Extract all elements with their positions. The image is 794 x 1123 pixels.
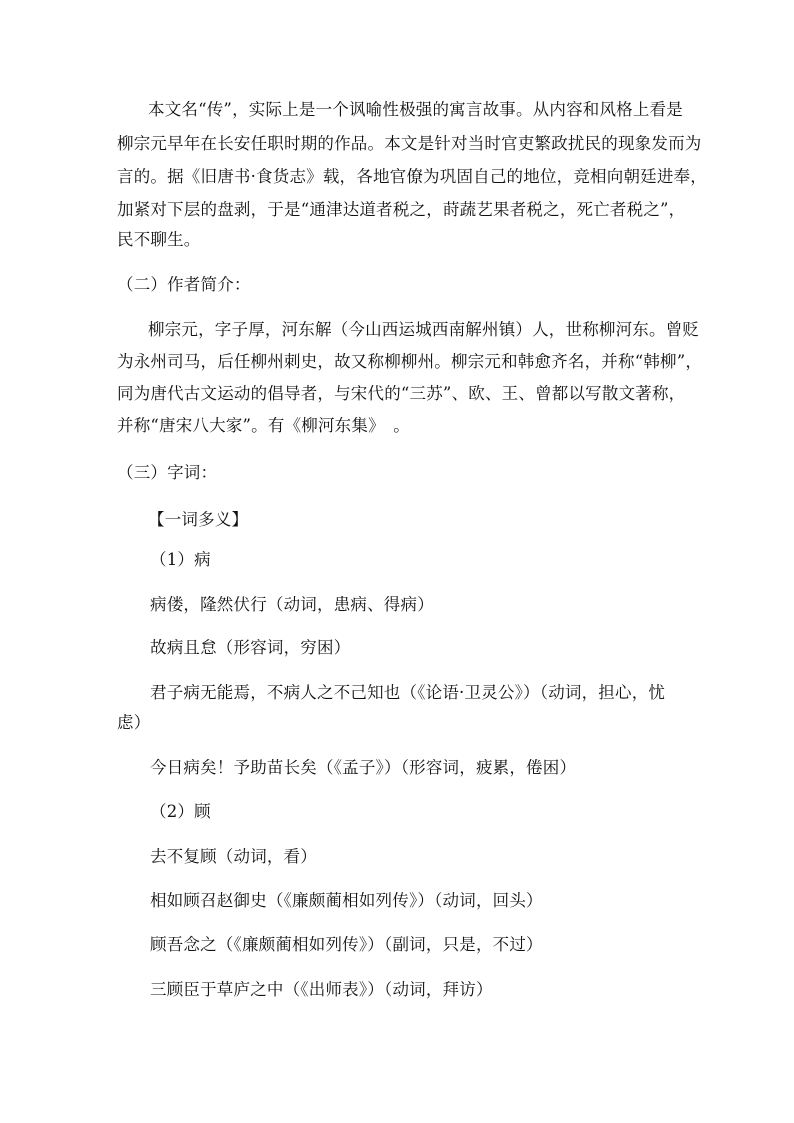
word-bing-example-1: 病偻，隆然伏行（动词，患病、得病）	[150, 595, 434, 614]
vocab-title: 【一词多义】	[148, 510, 249, 529]
section-heading-vocab: （三）字词：	[117, 463, 218, 482]
word-bing-example-2: 故病且怠（形容词，穷困）	[150, 638, 351, 657]
author-line-2: 为永州司马，后任柳州刺史，故又称柳柳州。柳宗元和韩愈齐名，并称“韩柳”，	[117, 352, 703, 371]
word-label-gu: （2）顾	[150, 802, 211, 821]
author-line-3: 同为唐代古文运动的倡导者，与宋代的“三苏”、欧、王、曾都以写散文著称，	[117, 384, 686, 403]
word-gu-example-2: 相如顾召赵御史（《廉颇蔺相如列传》）（动词，回头）	[150, 891, 543, 910]
author-line-4: 并称“唐宋八大家”。有《柳河东集》 。	[117, 416, 410, 435]
intro-line-1: 本文名“传”，实际上是一个讽喻性极强的寓言故事。从内容和风格上看是	[148, 100, 683, 119]
word-bing-example-4: 今日病矣！予助苗长矣（《孟子》）（形容词，疲累，倦困）	[150, 758, 577, 777]
intro-line-3: 言的。据《旧唐书·食货志》载，各地官僚为巩固自己的地位，竞相向朝廷进奉，	[117, 167, 707, 186]
word-gu-example-4: 三顾臣于草庐之中（《出师表》）（动词，拜访）	[150, 980, 493, 999]
word-bing-example-3-cont: 虑）	[117, 713, 151, 732]
word-label-bing: （1）病	[150, 550, 211, 569]
word-gu-example-1: 去不复顾（动词，看）	[150, 847, 317, 866]
intro-line-5: 民不聊生。	[117, 230, 201, 249]
author-line-1: 柳宗元，字子厚，河东解（今山西运城西南解州镇）人，世称柳河东。曾贬	[148, 320, 700, 339]
word-bing-example-3: 君子病无能焉，不病人之不己知也（《论语·卫灵公》）（动词，担心，忧	[150, 683, 666, 702]
section-heading-author: （二）作者简介：	[117, 275, 251, 294]
word-gu-example-3: 顾吾念之（《廉颇蔺相如列传》）（副词，只是，不过）	[150, 935, 543, 954]
intro-line-4: 加紧对下层的盘剥，于是“通津达道者税之，莳蔬艺果者税之，死亡者税之”，	[117, 200, 686, 219]
intro-line-2: 柳宗元早年在长安任职时期的作品。本文是针对当时官吏繁政扰民的现象发而为	[117, 134, 702, 153]
